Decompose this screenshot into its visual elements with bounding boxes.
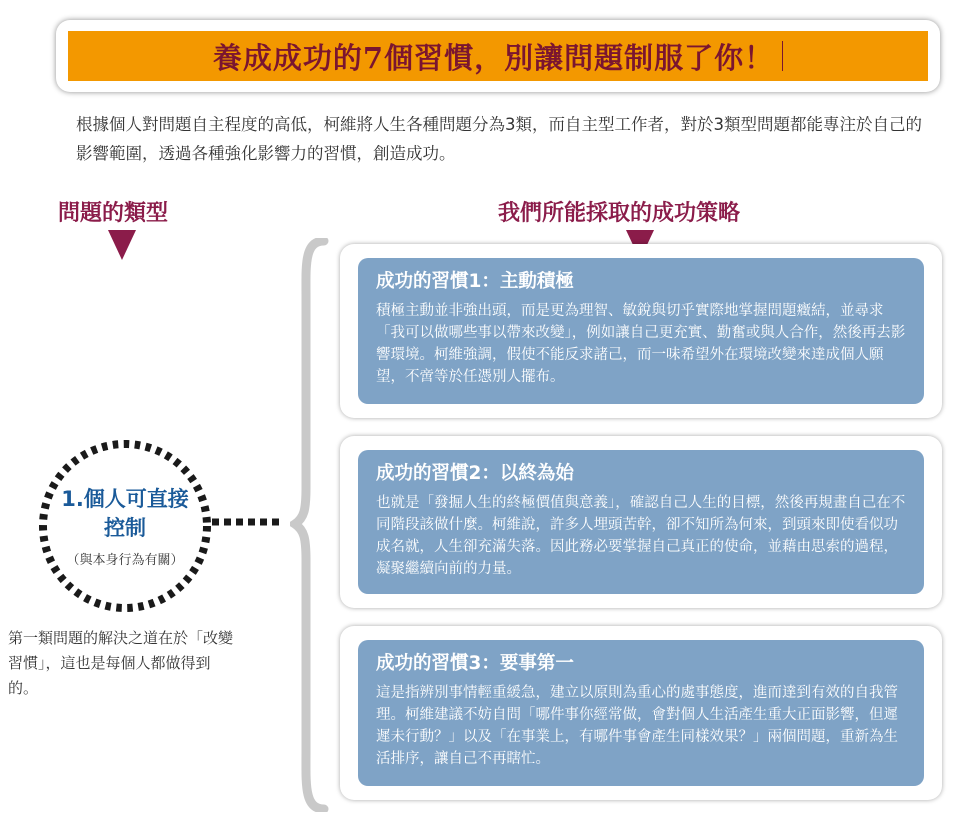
- problem-type-title: 1.個人可直接控制: [61, 486, 189, 540]
- title-frame: [56, 20, 940, 92]
- problem-type-subtitle: （與本身行為有關）: [66, 552, 184, 568]
- habit-card-2-title: 成功的習慣2：以終為始: [376, 463, 574, 484]
- habit-card-1-panel: [358, 258, 924, 404]
- connector-dotted-line: [208, 517, 286, 529]
- right-heading: 我們所能採取的成功策略: [498, 200, 741, 226]
- habit-card-1-body: 積極主動並非強出頭，而是更為理智、敏銳與切乎實際地掌握問題癥結，並尋求「我可以做哪些事以帶來改變」，例如讓自己更充實、勤奮或與人合作，然後再去影響環境。柯維強調，假使不能反求諸己，而一味希望外在環境改變來達成個人願望，不啻等於任憑別人擺布。: [376, 303, 906, 385]
- habit-card-3-body: 這是指辨別事情輕重緩急，建立以原則為重心的處事態度，進而達到有效的自我管理。柯維建議不妨自問「哪件事你經常做，會對個人生活產生重大正面影響，但遲遲未行動？」以及「在事業上，有哪件事會產生同樣效果？」兩個問題，重新為生活排序，讓自己不再瞎忙。: [376, 685, 898, 767]
- habit-card-1-title: 成功的習慣1：主動積極: [376, 271, 574, 292]
- habit-card-2-panel: [358, 450, 924, 594]
- habit-card-2: [340, 436, 942, 608]
- title-caret: [782, 41, 783, 71]
- intro-paragraph: 根據個人對問題自主程度的高低，柯維將人生各種問題分為3類，而自主型工作者，對於3類型問題都能專注於自己的影響範圍，透過各種強化影響力的習慣，創造成功。: [76, 115, 922, 163]
- habit-card-2-body: 也就是「發掘人生的終極價值與意義」，確認自己人生的目標，然後再規畫自己在不同階段該做什麼。柯維說，許多人埋頭苦幹，卻不知所為何來，到頭來即使看似功成名就，人生卻充滿失落。因此務必要掌握自己真正的使命，並藉由思索的過程，凝聚繼續向前的力量。: [376, 495, 906, 577]
- left-heading-arrow-icon: [108, 230, 136, 260]
- habit-card-3: [340, 626, 942, 800]
- problem-type-note: 第一類問題的解決之道在於「改變習慣」，這也是每個人都做得到的。: [8, 629, 234, 697]
- habit-card-1: [340, 244, 942, 418]
- title-bar: [68, 31, 928, 81]
- page-title: 養成成功的7個習慣，別讓問題制服了你！: [212, 40, 775, 75]
- habit-card-3-panel: [358, 640, 924, 786]
- habit-card-3-title: 成功的習慣3：要事第一: [376, 653, 574, 674]
- brace-icon: [290, 238, 336, 812]
- left-heading: 問題的類型: [58, 200, 169, 226]
- problem-type-circle: [38, 439, 212, 613]
